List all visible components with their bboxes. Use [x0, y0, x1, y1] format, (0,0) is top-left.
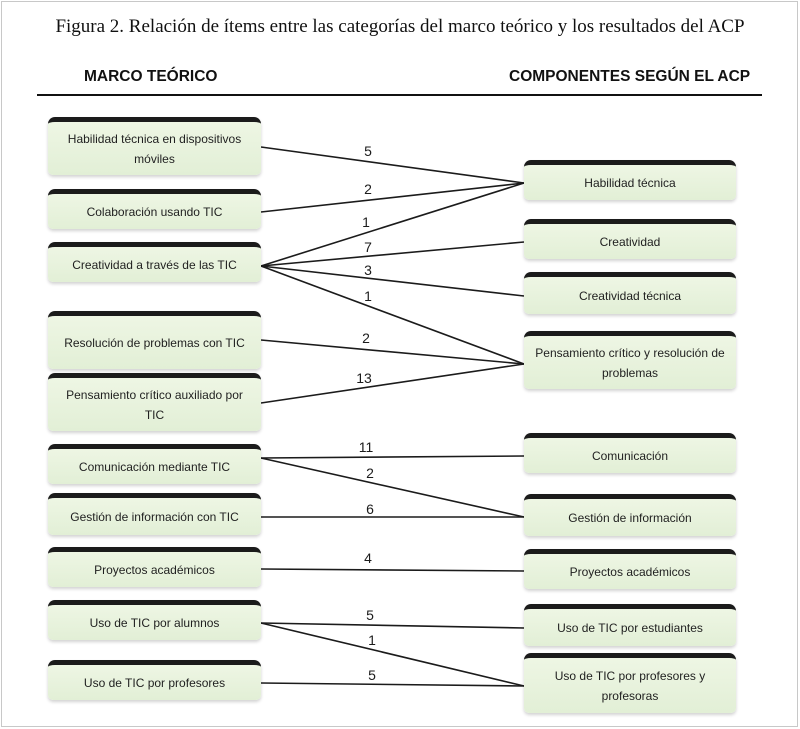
edge-label-L3-R2: 7 [364, 239, 372, 255]
edge-label-L9-R8: 5 [366, 607, 374, 623]
right-node-R1: Habilidad técnica [524, 160, 736, 200]
edge-L1-R1 [261, 147, 524, 183]
right-node-R4: Pensamiento crítico y resolución de problemas [524, 331, 736, 389]
left-node-L8: Proyectos académicos [48, 547, 261, 587]
right-node-R8: Uso de TIC por estudiantes [524, 604, 736, 646]
right-node-R9: Uso de TIC por profesores y profesoras [524, 653, 736, 713]
edge-L8-R7 [261, 569, 524, 571]
edge-L9-R8 [261, 623, 524, 628]
edge-label-L1-R1: 5 [364, 143, 372, 159]
right-node-R3: Creatividad técnica [524, 272, 736, 314]
right-node-R6: Gestión de información [524, 494, 736, 536]
edge-L5-R4 [261, 364, 524, 403]
left-node-L10: Uso de TIC por profesores [48, 660, 261, 700]
edge-label-L5-R4: 13 [356, 370, 372, 386]
edge-L10-R9 [261, 683, 524, 686]
edge-label-L4-R4: 2 [362, 330, 370, 346]
left-node-L3: Creatividad a través de las TIC [48, 242, 261, 282]
right-node-R7: Proyectos académicos [524, 549, 736, 589]
left-node-L1: Habilidad técnica en dispositivos móviles [48, 117, 261, 175]
edge-label-L2-R1: 2 [364, 181, 372, 197]
left-node-L7: Gestión de información con TIC [48, 493, 261, 535]
edge-label-L8-R7: 4 [364, 550, 372, 566]
right-node-R5: Comunicación [524, 433, 736, 473]
right-column-header: COMPONENTES SEGÚN EL ACP [509, 68, 751, 85]
left-node-L6: Comunicación mediante TIC [48, 444, 261, 484]
edge-L6-R5 [261, 456, 524, 458]
edge-label-L6-R6: 2 [366, 465, 374, 481]
left-node-L5: Pensamiento crítico auxiliado por TIC [48, 373, 261, 431]
edge-L2-R1 [261, 183, 524, 212]
edge-label-L3-R3: 3 [364, 262, 372, 278]
left-column-header: MARCO TEÓRICO [84, 68, 218, 85]
edge-L9-R9 [261, 623, 524, 686]
left-node-L2: Colaboración usando TIC [48, 189, 261, 229]
edge-label-L3-R1: 1 [362, 214, 370, 230]
edge-label-L9-R9: 1 [368, 632, 376, 648]
edge-label-L3-R4: 1 [364, 288, 372, 304]
left-node-L9: Uso de TIC por alumnos [48, 600, 261, 640]
edge-label-L7-R6: 6 [366, 501, 374, 517]
edge-label-L6-R5: 11 [358, 439, 374, 455]
left-node-L4: Resolución de problemas con TIC [48, 311, 261, 369]
figure-caption: Figura 2. Relación de ítems entre las categorías del marco teórico y los resultados del ACP [55, 16, 745, 37]
edge-L4-R4 [261, 340, 524, 364]
right-node-R2: Creatividad [524, 219, 736, 259]
edge-L6-R6 [261, 458, 524, 517]
edge-label-L10-R9: 5 [368, 667, 376, 683]
